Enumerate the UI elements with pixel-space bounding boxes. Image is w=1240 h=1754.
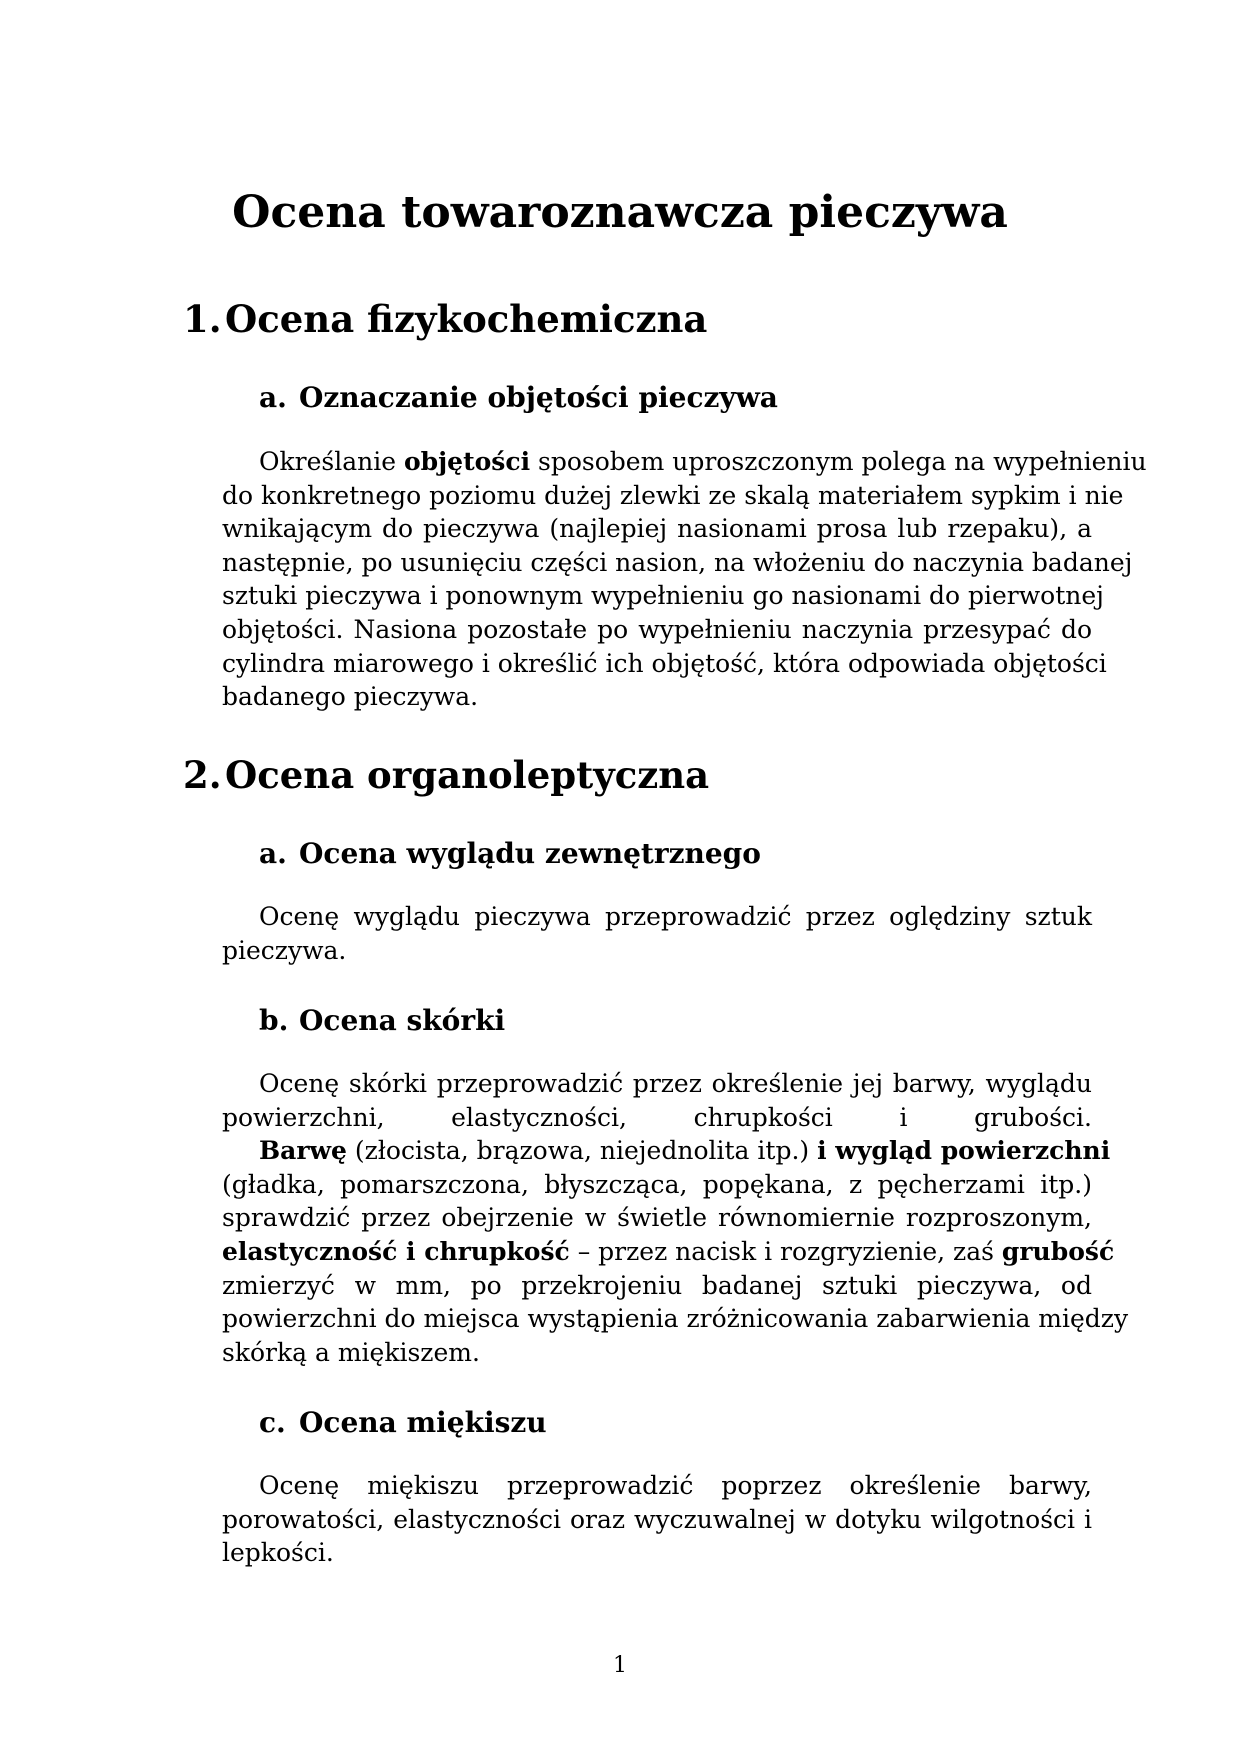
paragraph-line: sztuki pieczywa i ponownym wypełnieniu go nasionami do pierwotnej xyxy=(222,581,1104,611)
paragraph-line: Ocenę skórki przeprowadzić przez określenie jej barwy, wyglądu xyxy=(259,1069,1092,1098)
section-1-heading xyxy=(183,294,707,344)
paragraph-line: lepkości. xyxy=(222,1538,334,1568)
section-2-heading xyxy=(183,750,709,800)
section-1a-paragraph xyxy=(222,445,1147,714)
bold-term: grubość xyxy=(1001,1236,1115,1266)
paragraph-line: Określanie objętości sposobem uproszczonym polega na wypełnieniu xyxy=(259,447,1147,476)
paragraph-line: objętości. Nasiona pozostałe po wypełnieniu naczynia przesypać do xyxy=(222,614,1092,644)
section-2c-heading xyxy=(259,1403,547,1443)
section-2-title: Ocena organoleptyczna xyxy=(225,753,710,797)
paragraph-line: elastyczność i chrupkość – przez nacisk i rozgryzienie, zaś grubość xyxy=(222,1236,1115,1266)
bold-term: objętości xyxy=(403,447,531,476)
bold-term: elastyczność i chrupkość xyxy=(222,1236,570,1266)
paragraph-line: badanego pieczywa. xyxy=(222,682,479,712)
paragraph-line: zmierzyć w mm, po przekrojeniu badanej sztuki pieczywa, od xyxy=(222,1270,1092,1300)
section-2b-heading xyxy=(259,1001,505,1041)
section-2c-title: Ocena miękiszu xyxy=(299,1406,547,1439)
paragraph-line: następnie, po usunięciu części nasion, na włożeniu do naczynia badanej xyxy=(222,547,1133,577)
bold-term: Barwę xyxy=(259,1136,347,1166)
paragraph-line: Barwę (złocista, brązowa, niejednolita itp.) i wygląd powierzchni xyxy=(259,1136,1111,1166)
bold-term: i wygląd powierzchni xyxy=(817,1136,1111,1166)
section-1a-title: Oznaczanie objętości pieczywa xyxy=(299,381,778,414)
paragraph-line: pieczywa. xyxy=(222,935,347,965)
paragraph-line: sprawdzić przez obejrzenie w świetle równomiernie rozproszonym, xyxy=(222,1203,1092,1233)
section-2c-paragraph xyxy=(222,1469,1092,1570)
paragraph-line: powierzchni do miejsca wystąpienia zróżnicowania zabarwienia między xyxy=(222,1304,1129,1334)
section-2-number: 2. xyxy=(183,753,222,797)
section-2a-title: Ocena wyglądu zewnętrznego xyxy=(299,837,761,870)
section-1-title: Ocena fizykochemiczna xyxy=(225,297,708,341)
page-number: 1 xyxy=(613,1653,627,1678)
paragraph-line: cylindra miarowego i określić ich objętość, która odpowiada objętości xyxy=(222,648,1107,678)
section-1-number: 1. xyxy=(183,297,222,341)
section-2c-letter: c. xyxy=(259,1406,286,1439)
section-2b-paragraph xyxy=(222,1067,1129,1369)
paragraph-line: wnikającym do pieczywa (najlepiej nasionami prosa lub rzepaku), a xyxy=(222,514,1092,544)
paragraph-line: (gładka, pomarszczona, błyszcząca, popękana, z pęcherzami itp.) xyxy=(222,1169,1092,1199)
section-2b-letter: b. xyxy=(259,1004,289,1037)
paragraph-line: porowatości, elastyczności oraz wyczuwalnej w dotyku wilgotności i xyxy=(222,1504,1092,1534)
section-2a-paragraph xyxy=(222,900,1092,967)
section-2b-title: Ocena skórki xyxy=(299,1004,506,1037)
paragraph-line: Ocenę miękiszu przeprowadzić poprzez określenie barwy, xyxy=(259,1471,1092,1500)
section-1a-letter: a. xyxy=(259,381,287,414)
paragraph-line: do konkretnego poziomu dużej zlewki ze skalą materiałem sypkim i nie xyxy=(222,480,1124,510)
section-1a-heading xyxy=(259,378,778,418)
section-2a-heading xyxy=(259,834,761,874)
section-2a-letter: a. xyxy=(259,837,287,870)
paragraph-line: Ocenę wyglądu pieczywa przeprowadzić przez oględziny sztuk xyxy=(259,902,1092,931)
paragraph-line: powierzchni, elastyczności, chrupkości i grubości. xyxy=(222,1102,1092,1132)
document-title: Ocena towaroznawcza pieczywa xyxy=(232,187,1008,238)
paragraph-line: skórką a miękiszem. xyxy=(222,1337,480,1367)
